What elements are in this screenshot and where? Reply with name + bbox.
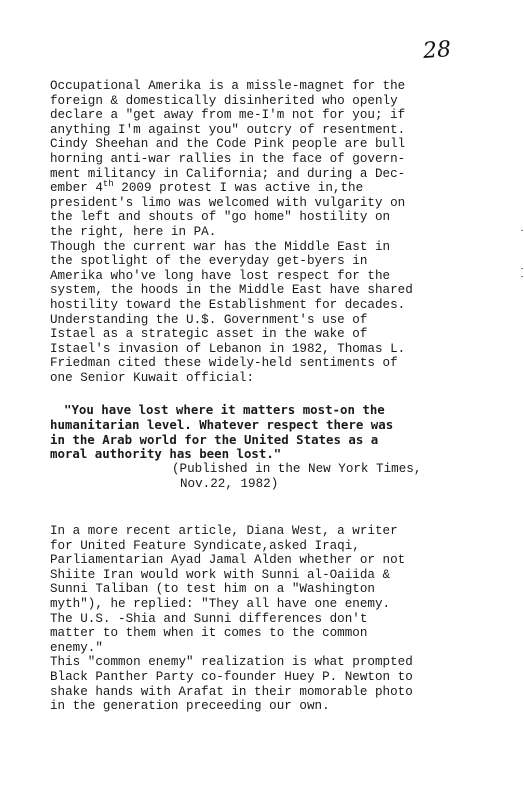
text-line: anything I'm against you" outcry of resentment. — [50, 122, 406, 137]
text-line: enemy." — [50, 640, 103, 655]
text-line: Sunni Taliban (to test him on a "Washington — [50, 582, 375, 597]
kuwait-official-quote — [50, 403, 480, 462]
quote-line: humanitarian level. Whatever respect there was — [50, 416, 394, 432]
text-line: Istael as a strategic asset in the wake of — [50, 327, 368, 342]
citation-line: Nov.22, 1982) — [180, 476, 279, 491]
text-line: Understanding the U.$. Government's use of — [50, 312, 368, 327]
text-line: Though the current war has the Middle East in — [50, 239, 391, 254]
line-remainder: 2009 protest I was active in,the — [121, 181, 364, 196]
text-line-with-superscript — [50, 181, 480, 196]
text-line: Friedman cited these widely-held sentiments of — [50, 356, 398, 371]
text-line: the left and shouts of "go home" hostility on — [50, 210, 391, 225]
text-line: matter to them when it comes to the common — [50, 626, 368, 641]
ember-prefix: ember 4 — [50, 181, 103, 196]
text-line: Parliamentarian Ayad Jamal Alden whether or not — [50, 553, 406, 568]
citation-line: (Published in the New York Times, — [172, 462, 422, 476]
text-line: myth"), he replied: "They all have one enemy. — [50, 596, 391, 611]
text-line: Black Panther Party co-founder Huey P. Newton to — [50, 669, 413, 684]
scan-edge-mark — [521, 268, 523, 269]
text-line: shake hands with Arafat in their momorable photo — [50, 684, 413, 699]
text-line: the spotlight of the everyday get-byers in — [50, 254, 368, 269]
paragraph-occupational-amerika — [50, 79, 480, 385]
text-line: foreign & domestically disinherited who openly — [50, 93, 398, 108]
text-line: one Senior Kuwait official: — [50, 370, 255, 385]
text-line: The U.S. -Shia and Sunni differences don't — [50, 611, 368, 626]
text-line: in the generation preceeding our own. — [50, 699, 330, 714]
text-line: ment militancy in California; and during a Dec- — [50, 166, 406, 181]
text-line: Istael's invasion of Lebanon in 1982, Thomas L. — [50, 341, 406, 356]
text-line: for United Feature Syndicate,asked Iraqi, — [50, 538, 360, 553]
text-line: system, the hoods in the Middle East have shared — [50, 283, 413, 298]
paragraph-diana-west — [50, 524, 480, 714]
quote-line: in the Arab world for the United States as a — [50, 431, 379, 447]
text-line: In a more recent article, Diana West, a writer — [50, 524, 398, 538]
text-line: Cindy Sheehan and the Code Pink people are bull — [50, 137, 406, 152]
scan-edge-mark — [521, 230, 523, 231]
text-line: Shiite Iran would work with Sunni al-Oaiida & — [50, 567, 391, 582]
text-line: hostility toward the Establishment for decades. — [50, 297, 406, 312]
quote-line: "You have lost where it matters most-on the — [64, 402, 385, 417]
text-line: Amerika who've long have lost respect for the — [50, 268, 391, 283]
text-line: declare a "get away from me-I'm not for you; if — [50, 108, 406, 123]
text-line: This "common enemy" realization is what prompted — [50, 655, 413, 670]
scan-edge-mark — [521, 276, 523, 277]
text-line: the right, here in PA. — [50, 224, 217, 239]
text-line: Occupational Amerika is a missle-magnet for the — [50, 79, 406, 93]
ordinal-superscript: th — [102, 179, 114, 190]
text-line: president's limo was welcomed with vulgarity on — [50, 195, 406, 210]
page-number: 28 — [422, 37, 452, 64]
quote-line: moral authority has been lost." — [50, 446, 282, 462]
text-line: horning anti-war rallies in the face of govern- — [50, 151, 406, 166]
quote-citation — [50, 462, 480, 491]
